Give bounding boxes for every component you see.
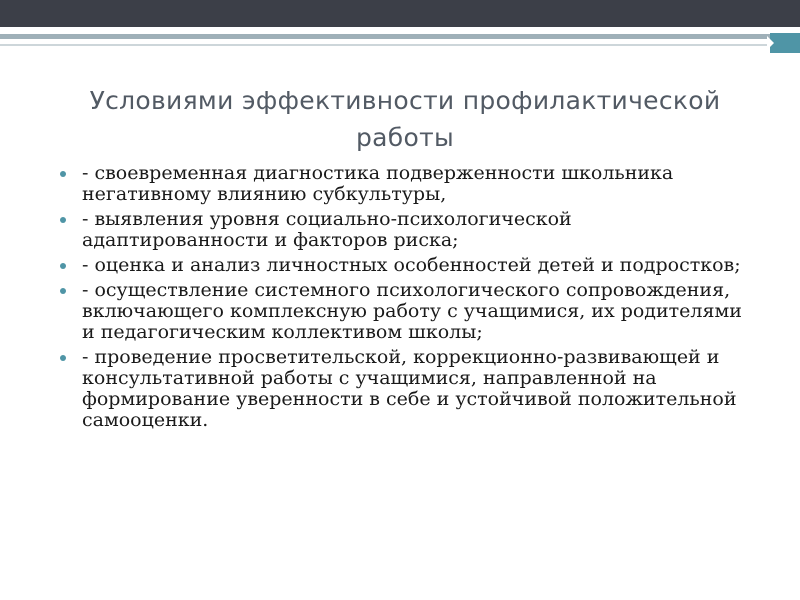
top-band (0, 0, 800, 27)
bullet-item (58, 280, 758, 343)
bullet-text: - осуществление системного психологического сопровождения, включающего комплексную работу с учащимися, их родителями и педагогическим коллективом школы; (82, 279, 742, 343)
accent-line-thin (0, 44, 800, 46)
bullet-item (58, 255, 758, 276)
bullet-dot-icon (60, 217, 66, 223)
triangle-marker-icon (767, 36, 774, 50)
bullet-item (58, 347, 758, 431)
slide-title: Условиями эффективности профилактической работы (89, 86, 721, 152)
bullet-text: - выявления уровня социально-психологической адаптированности и факторов риска; (82, 208, 572, 251)
bullet-dot-icon (60, 263, 66, 269)
bullet-dot-icon (60, 171, 66, 177)
bullet-dot-icon (60, 355, 66, 361)
corner-accent-block (770, 33, 800, 53)
bullet-item (58, 163, 758, 205)
bullet-list (58, 163, 758, 435)
bullet-text: - оценка и анализ личностных особенностей детей и подростков; (82, 254, 741, 276)
bullet-text: - своевременная диагностика подверженности школьника негативному влиянию субкультуры, (82, 162, 674, 205)
bullet-text: - проведение просветительской, коррекционно-развивающей и консультативной работы с учащимися, направленной на формирование уверенности в себе и устойчивой положительной самооценки. (82, 346, 737, 431)
bullet-dot-icon (60, 288, 66, 294)
accent-line (0, 34, 800, 39)
bullet-item (58, 209, 758, 251)
